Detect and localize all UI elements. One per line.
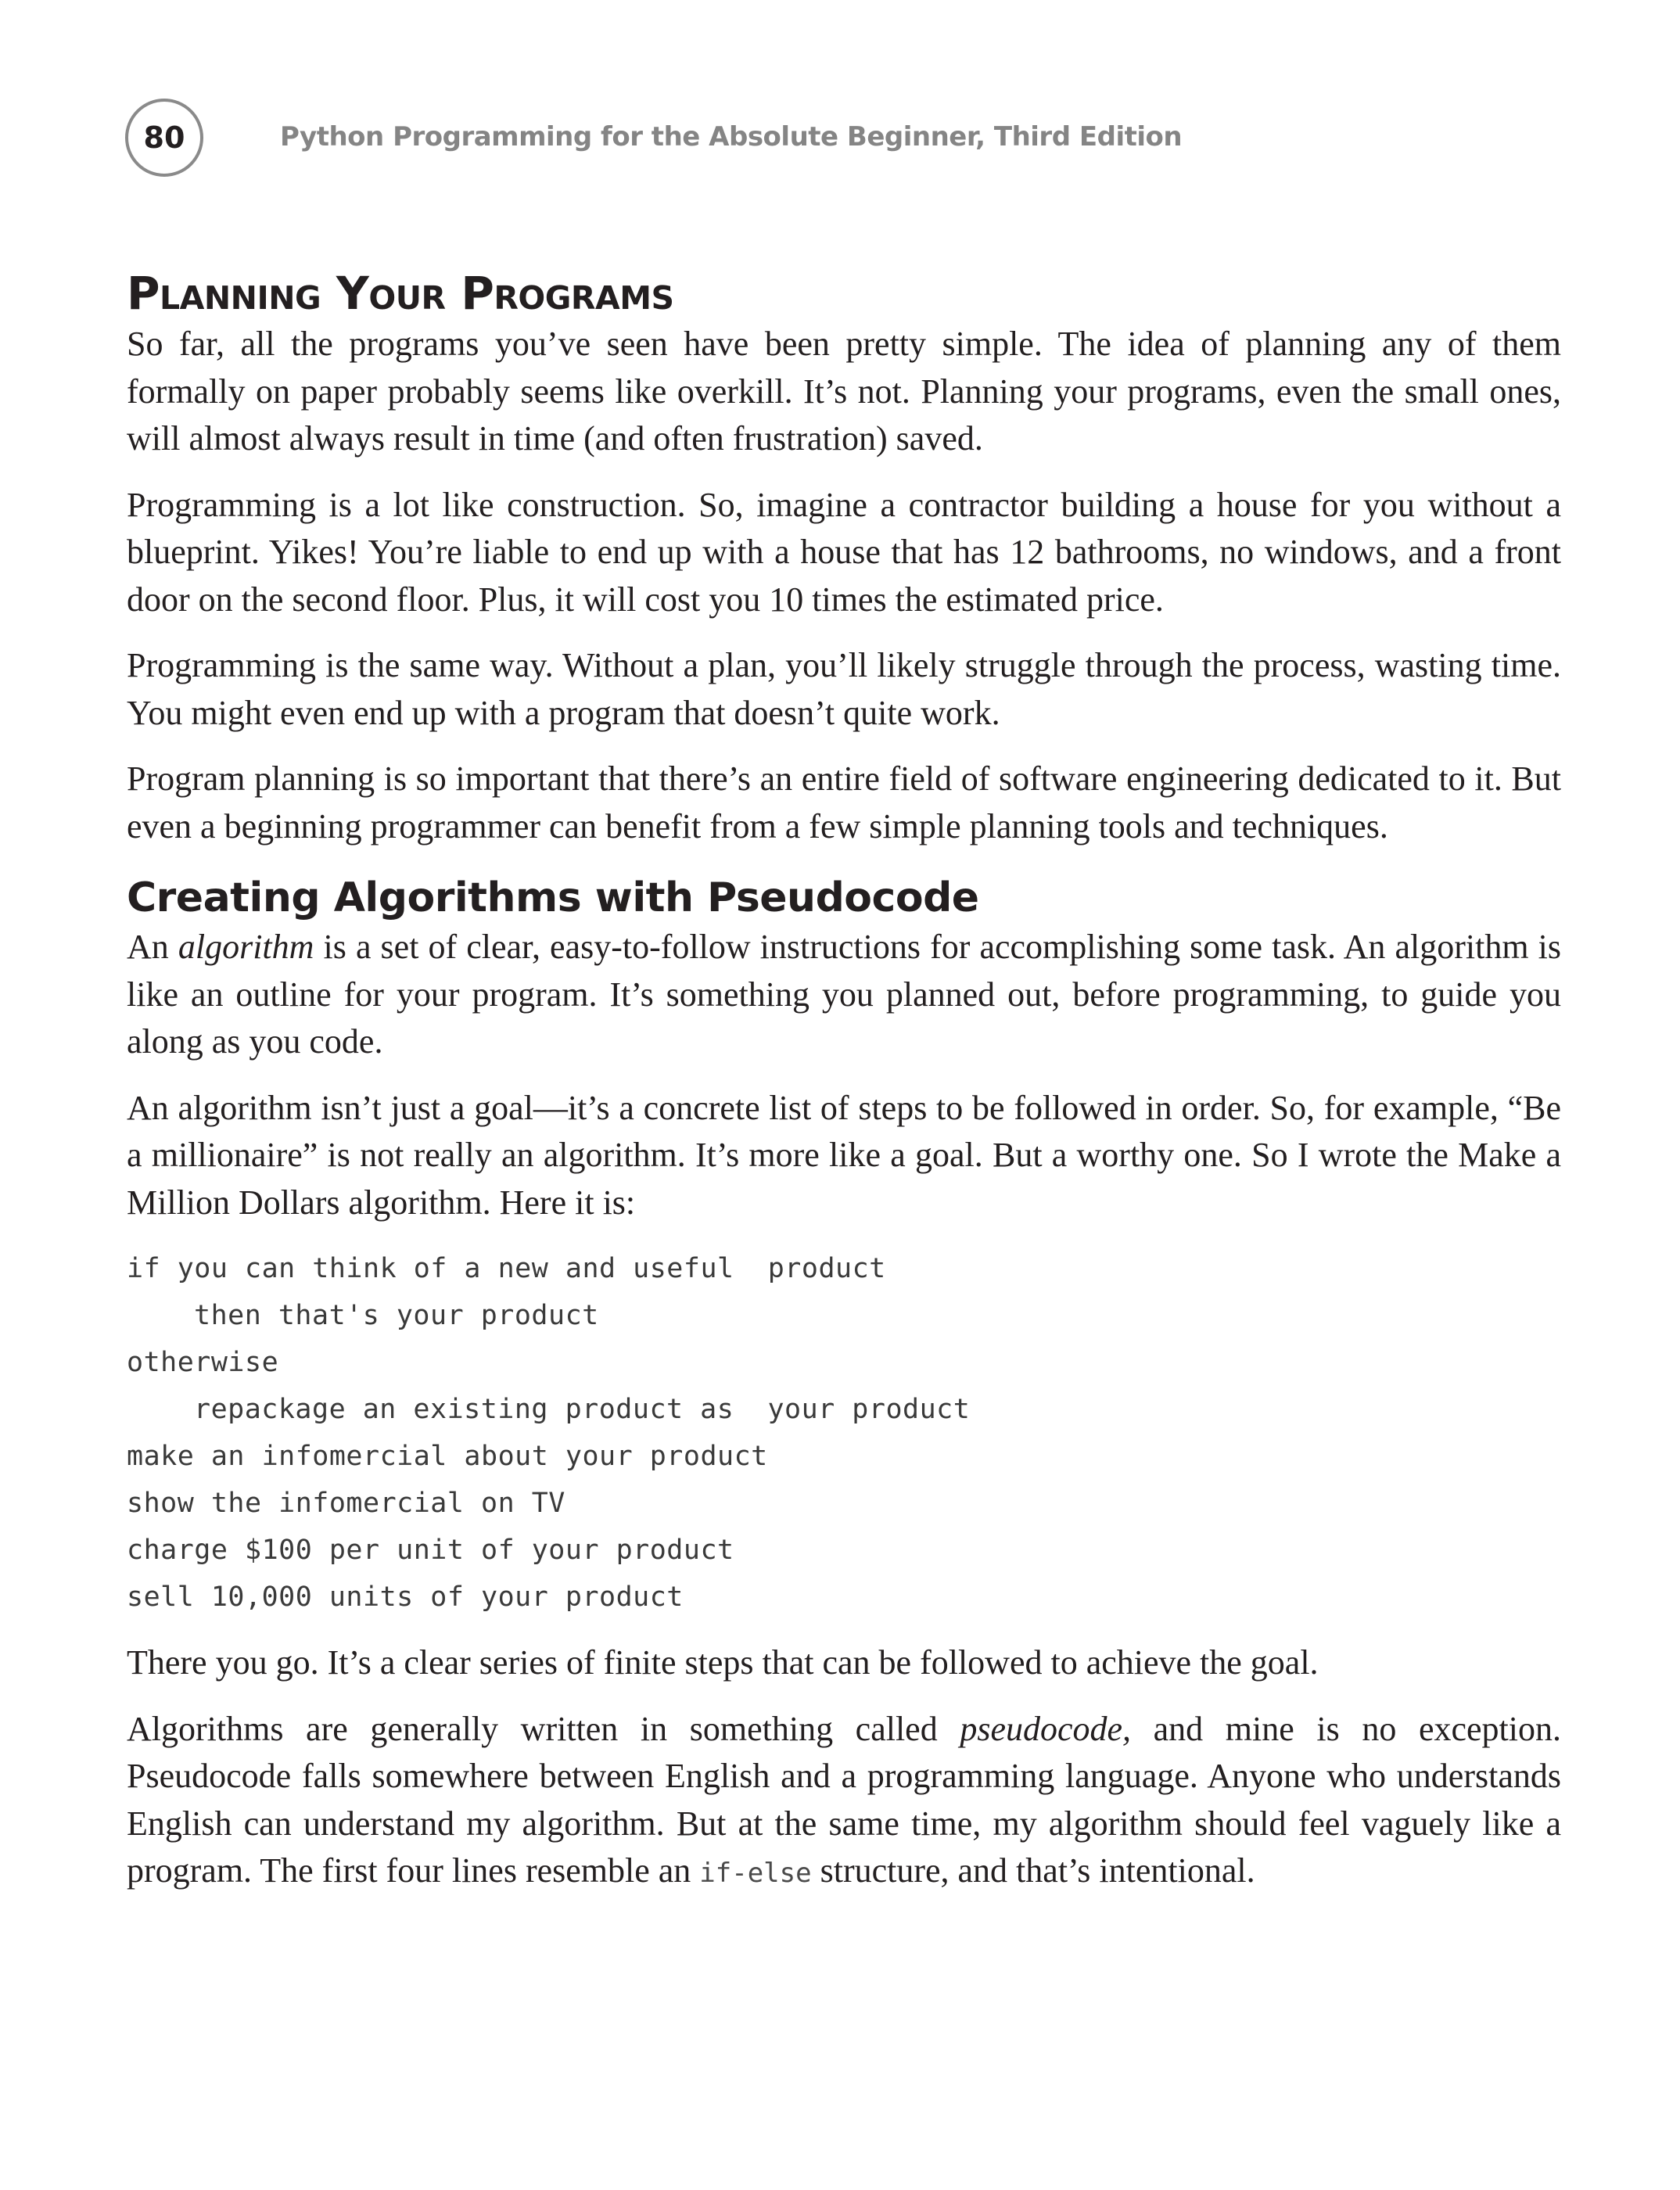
text: is a set of clear, easy-to-follow instructions for accomplishing some task. An algorithm is like an outline for your program. It’s something you planned out, before programming, to guide you along as you code. — [127, 928, 1561, 1061]
emphasis-term: pseudocode, — [960, 1709, 1132, 1748]
code-line: then that's your product — [194, 1300, 599, 1331]
paragraph: An algorithm isn’t just a goal—it’s a concrete list of steps to be followed in order. So, for example, “Be a millionaire” is not really an algorithm. It’s more like a goal. But a worthy one. So I wrote the Make a Million Dollars algorithm. Here it is: — [127, 1088, 1561, 1222]
paragraph-pseudocode — [127, 1706, 1561, 1897]
code-line: sell 10,000 units of your product — [127, 1581, 684, 1613]
emphasis-term: algorithm — [178, 928, 314, 966]
paragraph: So far, all the programs you’ve seen have been pretty simple. The idea of planning any of them formally on paper probably seems like overkill. It’s not. Planning your programs, even the small ones, will almost always result in time (and often frustration) saved. — [127, 325, 1561, 458]
subsection-heading: Creating Algorithms with Pseudocode — [127, 874, 979, 921]
code-line: make an infomercial about your product — [127, 1441, 768, 1472]
paragraph: Programming is the same way. Without a plan, you’ll likely struggle through the process, wasting time. You might even end up with a program that doesn’t quite work. — [127, 646, 1561, 732]
page-number-badge — [125, 99, 203, 177]
text: structure, and that’s intentional. — [811, 1851, 1255, 1890]
paragraph: Programming is a lot like construction. So, imagine a contractor building a house for you without a blueprint. Yikes! You’re liable to end up with a house that has 12 bathrooms, no windows, and a front door on the second floor. Plus, it will cost you 10 times the estimated price. — [127, 485, 1561, 619]
inline-code: if-else — [699, 1858, 812, 1889]
paragraph: Program planning is so important that there’s an entire field of software engineering dedicated to it. But even a beginning programmer can benefit from a few simple planning tools and techniques. — [127, 759, 1561, 845]
code-line: show the infomercial on TV — [127, 1488, 565, 1519]
pseudocode-block — [127, 1245, 1561, 1621]
code-line: charge $100 per unit of your product — [127, 1535, 734, 1566]
text: An — [127, 928, 178, 966]
code-line: if you can think of a new and useful product — [127, 1253, 886, 1284]
page-number: 80 — [143, 120, 185, 155]
running-header-title: Python Programming for the Absolute Beginner, Third Edition — [280, 121, 1183, 153]
paragraph-algorithm-definition — [127, 924, 1561, 1066]
page-content — [127, 266, 1561, 1916]
code-line: repackage an existing product as your product — [194, 1394, 971, 1425]
code-line: otherwise — [127, 1347, 279, 1378]
paragraph: There you go. It’s a clear series of finite steps that can be followed to achieve the goal. — [127, 1643, 1319, 1682]
text: and mine is no exception. Pseudocode falls somewhere between English and a programming language. Anyone who understands English can understand my algorithm. But at the same time, my algorithm should feel vaguely like a program. The first four lines resemble an — [127, 1709, 1561, 1890]
text: Algorithms are generally written in something called — [127, 1709, 960, 1748]
section-heading: Planning Your Programs — [127, 267, 674, 320]
